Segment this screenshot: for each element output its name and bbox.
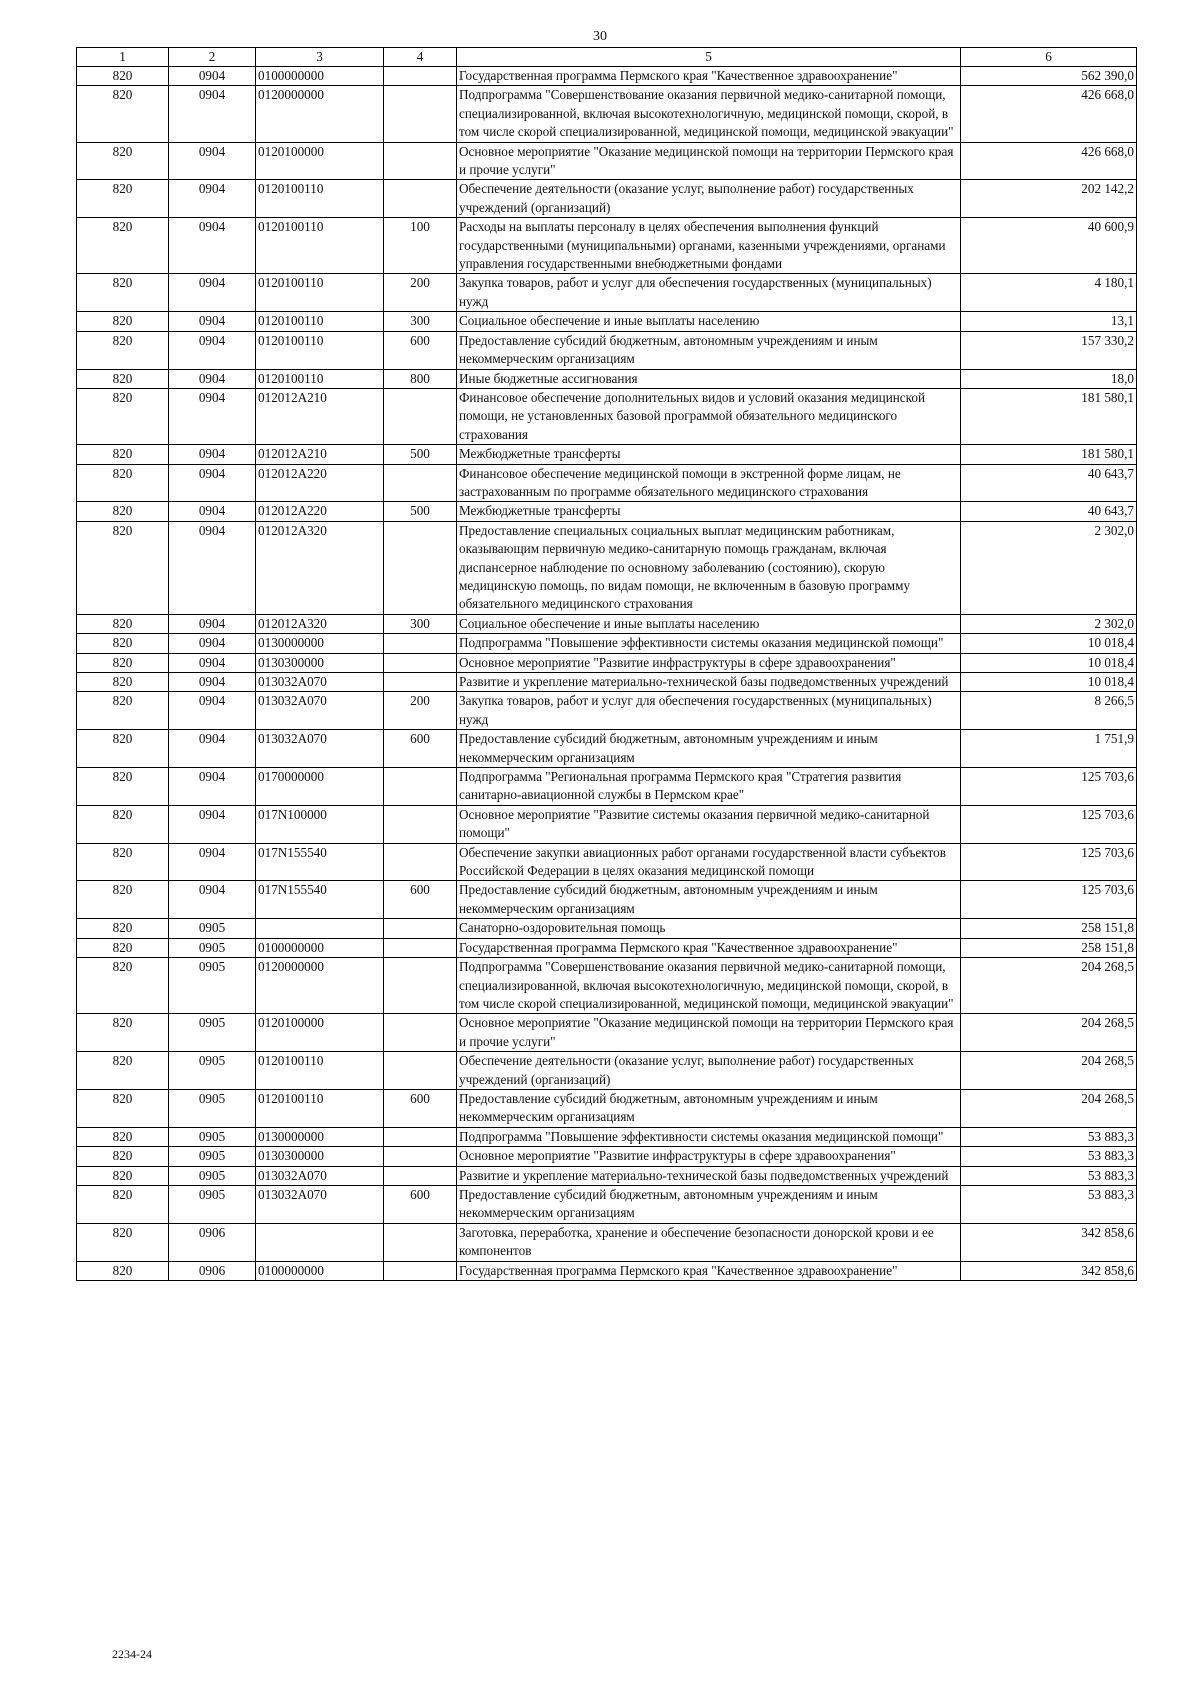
ministry-code-cell: 820 [77,218,169,274]
amount-cell: 204 268,5 [961,1089,1137,1127]
target-article-cell: 012012А210 [256,388,384,444]
description-cell: Предоставление специальных социальных выплат медицинским работникам, оказывающим первичную медико-санитарную помощь гражданам, включая диспансерное наблюдение по основному заболеванию (состоянию), скорую медицинскую помощь, по видам помощи, не включенным в базовую программу обязательного медицинского страхования [457,521,961,614]
ministry-code-cell: 820 [77,502,169,521]
target-article-cell: 013032А070 [256,692,384,730]
budget-table [76,47,1137,1281]
target-article-cell: 012012А320 [256,614,384,633]
expense-type-cell: 300 [384,312,457,331]
ministry-code-cell: 820 [77,1185,169,1223]
target-article-cell: 0120000000 [256,958,384,1014]
ministry-code-cell: 820 [77,521,169,614]
section-code-cell: 0906 [169,1223,256,1261]
table-row [77,1223,1137,1261]
expense-type-cell: 100 [384,218,457,274]
section-code-cell: 0905 [169,1127,256,1146]
expense-type-cell [384,843,457,881]
target-article-cell: 0120100110 [256,312,384,331]
expense-type-cell [384,1052,457,1090]
amount-cell: 342 858,6 [961,1261,1137,1280]
expense-type-cell [384,388,457,444]
table-row [77,180,1137,218]
column-header: 1 [77,48,169,67]
section-code-cell: 0904 [169,730,256,768]
ministry-code-cell: 820 [77,673,169,692]
expense-type-cell [384,805,457,843]
table-body [77,67,1137,1281]
table-row [77,521,1137,614]
target-article-cell: 0130300000 [256,653,384,672]
table-row [77,388,1137,444]
ministry-code-cell: 820 [77,768,169,806]
target-article-cell: 012012А220 [256,502,384,521]
target-article-cell: 013032А070 [256,1166,384,1185]
section-code-cell: 0904 [169,142,256,180]
amount-cell: 125 703,6 [961,881,1137,919]
amount-cell: 181 580,1 [961,445,1137,464]
section-code-cell: 0904 [169,464,256,502]
amount-cell: 10 018,4 [961,653,1137,672]
description-cell: Развитие и укрепление материально-технической базы подведомственных учреждений [457,1166,961,1185]
ministry-code-cell: 820 [77,919,169,938]
description-cell: Основное мероприятие "Оказание медицинской помощи на территории Пермского края и прочие услуги" [457,1014,961,1052]
table-row [77,1014,1137,1052]
target-article-cell: 0120000000 [256,86,384,142]
section-code-cell: 0905 [169,1166,256,1185]
table-row [77,768,1137,806]
ministry-code-cell: 820 [77,67,169,86]
column-header: 4 [384,48,457,67]
amount-cell: 202 142,2 [961,180,1137,218]
ministry-code-cell: 820 [77,730,169,768]
section-code-cell: 0905 [169,919,256,938]
expense-type-cell [384,1014,457,1052]
description-cell: Основное мероприятие "Развитие инфраструктуры в сфере здравоохранения" [457,1147,961,1166]
section-code-cell: 0904 [169,634,256,653]
expense-type-cell [384,653,457,672]
section-code-cell: 0905 [169,938,256,957]
description-cell: Подпрограмма "Совершенствование оказания первичной медико-санитарной помощи, специализированной, включая высокотехнологичную, медицинской помощи, скорой, в том числе скорой специализированной, медицинской помощи, медицинской эвакуации" [457,86,961,142]
table-row [77,369,1137,388]
target-article-cell: 0120100110 [256,274,384,312]
expense-type-cell: 600 [384,1185,457,1223]
description-cell: Предоставление субсидий бюджетным, автономным учреждениям и иным некоммерческим организациям [457,1089,961,1127]
ministry-code-cell: 820 [77,180,169,218]
description-cell: Обеспечение закупки авиационных работ органами государственной власти субъектов Российской Федерации в целях оказания медицинской помощи [457,843,961,881]
ministry-code-cell: 820 [77,614,169,633]
ministry-code-cell: 820 [77,692,169,730]
column-header: 3 [256,48,384,67]
target-article-cell: 0120100110 [256,1052,384,1090]
amount-cell: 40 643,7 [961,502,1137,521]
amount-cell: 125 703,6 [961,843,1137,881]
section-code-cell: 0904 [169,312,256,331]
target-article-cell: 0130300000 [256,1147,384,1166]
amount-cell: 204 268,5 [961,1014,1137,1052]
expense-type-cell [384,768,457,806]
table-row [77,502,1137,521]
ministry-code-cell: 820 [77,1261,169,1280]
description-cell: Предоставление субсидий бюджетным, автономным учреждениям и иным некоммерческим организациям [457,331,961,369]
amount-cell: 181 580,1 [961,388,1137,444]
description-cell: Предоставление субсидий бюджетным, автономным учреждениям и иным некоммерческим организациям [457,881,961,919]
description-cell: Финансовое обеспечение дополнительных видов и условий оказания медицинской помощи, не установленных базовой программой обязательного медицинского страхования [457,388,961,444]
target-article-cell: 0120100110 [256,1089,384,1127]
ministry-code-cell: 820 [77,1127,169,1146]
section-code-cell: 0905 [169,1052,256,1090]
amount-cell: 2 302,0 [961,614,1137,633]
amount-cell: 53 883,3 [961,1147,1137,1166]
section-code-cell: 0905 [169,1147,256,1166]
section-code-cell: 0904 [169,768,256,806]
target-article-cell: 0130000000 [256,1127,384,1146]
expense-type-cell [384,464,457,502]
description-cell: Подпрограмма "Повышение эффективности системы оказания медицинской помощи" [457,1127,961,1146]
description-cell: Социальное обеспечение и иные выплаты населению [457,614,961,633]
description-cell: Расходы на выплаты персоналу в целях обеспечения выполнения функций государственными (муниципальными) органами, казенными учреждениями, органами управления государственными внебюджетными фондами [457,218,961,274]
table-row [77,1185,1137,1223]
table-row [77,142,1137,180]
ministry-code-cell: 820 [77,653,169,672]
description-cell: Закупка товаров, работ и услуг для обеспечения государственных (муниципальных) нужд [457,274,961,312]
expense-type-cell: 600 [384,331,457,369]
amount-cell: 40 643,7 [961,464,1137,502]
expense-type-cell: 200 [384,692,457,730]
target-article-cell [256,919,384,938]
target-article-cell: 0100000000 [256,67,384,86]
amount-cell: 258 151,8 [961,938,1137,957]
expense-type-cell: 200 [384,274,457,312]
section-code-cell: 0905 [169,958,256,1014]
ministry-code-cell: 820 [77,86,169,142]
ministry-code-cell: 820 [77,1052,169,1090]
amount-cell: 125 703,6 [961,768,1137,806]
section-code-cell: 0904 [169,388,256,444]
amount-cell: 157 330,2 [961,331,1137,369]
amount-cell: 8 266,5 [961,692,1137,730]
description-cell: Предоставление субсидий бюджетным, автономным учреждениям и иным некоммерческим организациям [457,730,961,768]
expense-type-cell: 500 [384,445,457,464]
description-cell: Обеспечение деятельности (оказание услуг, выполнение работ) государственных учреждений (организаций) [457,1052,961,1090]
amount-cell: 204 268,5 [961,1052,1137,1090]
section-code-cell: 0904 [169,86,256,142]
table-row [77,614,1137,633]
target-article-cell: 012012А320 [256,521,384,614]
table-row [77,1089,1137,1127]
description-cell: Обеспечение деятельности (оказание услуг, выполнение работ) государственных учреждений (организаций) [457,180,961,218]
description-cell: Основное мероприятие "Оказание медицинской помощи на территории Пермского края и прочие услуги" [457,142,961,180]
target-article-cell: 0120100110 [256,180,384,218]
expense-type-cell [384,1127,457,1146]
section-code-cell: 0904 [169,67,256,86]
description-cell: Подпрограмма "Региональная программа Пермского края "Стратегия развития санитарно-авиационной службы в Пермском крае" [457,768,961,806]
table-row [77,218,1137,274]
table-row [77,1166,1137,1185]
description-cell: Межбюджетные трансферты [457,445,961,464]
target-article-cell: 0120100110 [256,369,384,388]
table-row [77,464,1137,502]
target-article-cell: 017N100000 [256,805,384,843]
section-code-cell: 0904 [169,180,256,218]
amount-cell: 18,0 [961,369,1137,388]
ministry-code-cell: 820 [77,464,169,502]
amount-cell: 125 703,6 [961,805,1137,843]
target-article-cell: 0170000000 [256,768,384,806]
amount-cell: 562 390,0 [961,67,1137,86]
table-row [77,673,1137,692]
ministry-code-cell: 820 [77,369,169,388]
section-code-cell: 0904 [169,502,256,521]
expense-type-cell [384,938,457,957]
ministry-code-cell: 820 [77,1014,169,1052]
expense-type-cell [384,142,457,180]
target-article-cell: 0120100000 [256,1014,384,1052]
amount-cell: 1 751,9 [961,730,1137,768]
description-cell: Финансовое обеспечение медицинской помощи в экстренной форме лицам, не застрахованным по программе обязательного медицинского страхования [457,464,961,502]
section-code-cell: 0904 [169,521,256,614]
section-code-cell: 0904 [169,692,256,730]
table-row [77,881,1137,919]
column-header: 5 [457,48,961,67]
document-code: 2234-24 [112,1647,152,1661]
section-code-cell: 0904 [169,369,256,388]
amount-cell: 53 883,3 [961,1166,1137,1185]
target-article-cell: 013032А070 [256,673,384,692]
target-article-cell: 0100000000 [256,938,384,957]
table-row [77,919,1137,938]
expense-type-cell: 500 [384,502,457,521]
ministry-code-cell: 820 [77,958,169,1014]
amount-cell: 258 151,8 [961,919,1137,938]
ministry-code-cell: 820 [77,1147,169,1166]
expense-type-cell [384,634,457,653]
ministry-code-cell: 820 [77,634,169,653]
target-article-cell: 0120100110 [256,331,384,369]
amount-cell: 53 883,3 [961,1185,1137,1223]
amount-cell: 10 018,4 [961,634,1137,653]
section-code-cell: 0904 [169,614,256,633]
section-code-cell: 0904 [169,805,256,843]
table-row [77,86,1137,142]
target-article-cell: 012012А210 [256,445,384,464]
expense-type-cell: 600 [384,1089,457,1127]
section-code-cell: 0904 [169,331,256,369]
ministry-code-cell: 820 [77,881,169,919]
ministry-code-cell: 820 [77,331,169,369]
table-row [77,653,1137,672]
description-cell: Государственная программа Пермского края "Качественное здравоохранение" [457,67,961,86]
amount-cell: 204 268,5 [961,958,1137,1014]
table-row [77,692,1137,730]
expense-type-cell [384,67,457,86]
section-code-cell: 0905 [169,1089,256,1127]
amount-cell: 426 668,0 [961,142,1137,180]
expense-type-cell [384,86,457,142]
amount-cell: 4 180,1 [961,274,1137,312]
description-cell: Заготовка, переработка, хранение и обеспечение безопасности донорской крови и ее компонентов [457,1223,961,1261]
ministry-code-cell: 820 [77,805,169,843]
table-row [77,331,1137,369]
table-row [77,1147,1137,1166]
table-row [77,1127,1137,1146]
amount-cell: 40 600,9 [961,218,1137,274]
amount-cell: 342 858,6 [961,1223,1137,1261]
table-row [77,843,1137,881]
table-row [77,730,1137,768]
description-cell: Подпрограмма "Совершенствование оказания первичной медико-санитарной помощи, специализированной, включая высокотехнологичную, медицинской помощи, скорой, в том числе скорой специализированной, медицинской помощи, медицинской эвакуации" [457,958,961,1014]
expense-type-cell [384,673,457,692]
target-article-cell: 0120100110 [256,218,384,274]
description-cell: Государственная программа Пермского края "Качественное здравоохранение" [457,938,961,957]
expense-type-cell [384,919,457,938]
target-article-cell: 012012А220 [256,464,384,502]
description-cell: Развитие и укрепление материально-технической базы подведомственных учреждений [457,673,961,692]
expense-type-cell: 600 [384,881,457,919]
column-header: 2 [169,48,256,67]
expense-type-cell [384,1166,457,1185]
target-article-cell: 013032А070 [256,730,384,768]
table-row [77,274,1137,312]
ministry-code-cell: 820 [77,274,169,312]
expense-type-cell [384,1261,457,1280]
amount-cell: 2 302,0 [961,521,1137,614]
ministry-code-cell: 820 [77,938,169,957]
section-code-cell: 0906 [169,1261,256,1280]
table-row [77,445,1137,464]
amount-cell: 426 668,0 [961,86,1137,142]
expense-type-cell [384,958,457,1014]
section-code-cell: 0904 [169,881,256,919]
amount-cell: 13,1 [961,312,1137,331]
description-cell: Предоставление субсидий бюджетным, автономным учреждениям и иным некоммерческим организациям [457,1185,961,1223]
description-cell: Санаторно-оздоровительная помощь [457,919,961,938]
ministry-code-cell: 820 [77,142,169,180]
table-row [77,1052,1137,1090]
expense-type-cell [384,1147,457,1166]
expense-type-cell [384,1223,457,1261]
section-code-cell: 0905 [169,1185,256,1223]
table-row [77,805,1137,843]
section-code-cell: 0904 [169,274,256,312]
description-cell: Государственная программа Пермского края "Качественное здравоохранение" [457,1261,961,1280]
expense-type-cell: 600 [384,730,457,768]
ministry-code-cell: 820 [77,843,169,881]
ministry-code-cell: 820 [77,1166,169,1185]
amount-cell: 10 018,4 [961,673,1137,692]
target-article-cell: 017N155540 [256,843,384,881]
target-article-cell: 013032А070 [256,1185,384,1223]
amount-cell: 53 883,3 [961,1127,1137,1146]
section-code-cell: 0905 [169,1014,256,1052]
table-row [77,938,1137,957]
table-row [77,312,1137,331]
description-cell: Подпрограмма "Повышение эффективности системы оказания медицинской помощи" [457,634,961,653]
page-number: 30 [593,29,607,44]
ministry-code-cell: 820 [77,312,169,331]
ministry-code-cell: 820 [77,445,169,464]
description-cell: Основное мероприятие "Развитие инфраструктуры в сфере здравоохранения" [457,653,961,672]
section-code-cell: 0904 [169,218,256,274]
expense-type-cell [384,180,457,218]
column-header: 6 [961,48,1137,67]
target-article-cell: 0120100000 [256,142,384,180]
expense-type-cell: 300 [384,614,457,633]
ministry-code-cell: 820 [77,1223,169,1261]
target-article-cell: 0100000000 [256,1261,384,1280]
ministry-code-cell: 820 [77,1089,169,1127]
section-code-cell: 0904 [169,653,256,672]
ministry-code-cell: 820 [77,388,169,444]
table-row [77,958,1137,1014]
description-cell: Иные бюджетные ассигнования [457,369,961,388]
table-row [77,634,1137,653]
description-cell: Социальное обеспечение и иные выплаты населению [457,312,961,331]
target-article-cell [256,1223,384,1261]
table-header-row [77,48,1137,67]
expense-type-cell: 800 [384,369,457,388]
target-article-cell: 017N155540 [256,881,384,919]
expense-type-cell [384,521,457,614]
target-article-cell: 0130000000 [256,634,384,653]
description-cell: Основное мероприятие "Развитие системы оказания первичной медико-санитарной помощи" [457,805,961,843]
description-cell: Закупка товаров, работ и услуг для обеспечения государственных (муниципальных) нужд [457,692,961,730]
description-cell: Межбюджетные трансферты [457,502,961,521]
table-row [77,1261,1137,1280]
section-code-cell: 0904 [169,445,256,464]
section-code-cell: 0904 [169,843,256,881]
section-code-cell: 0904 [169,673,256,692]
table-row [77,67,1137,86]
